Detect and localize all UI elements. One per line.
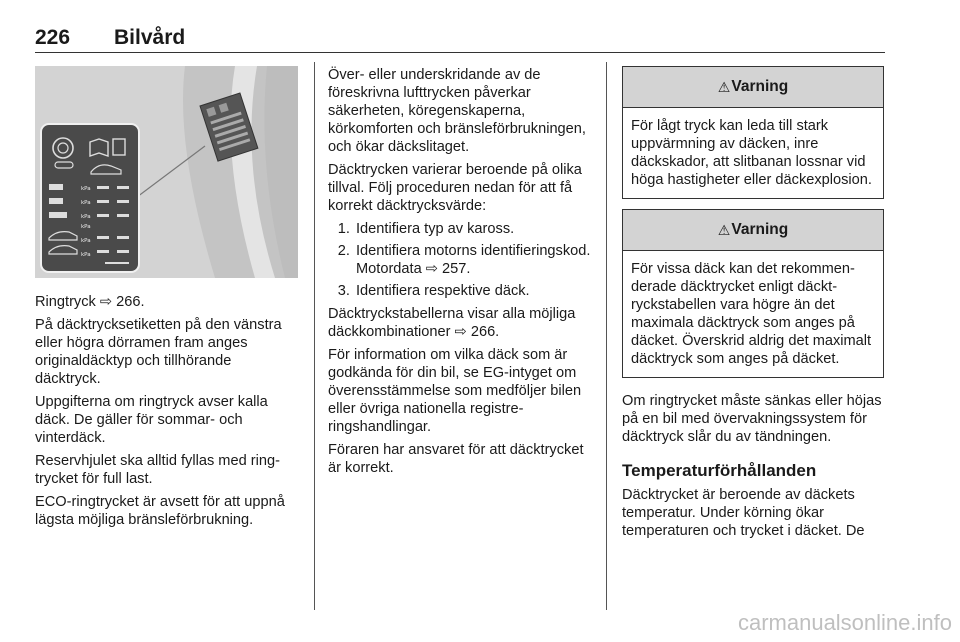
page-number: 226 [35,26,71,49]
column-divider [606,62,607,610]
label-kpa-6: kPa [81,252,91,258]
warning-header [623,67,883,108]
warning-text: För vissa däck kan det rekommenderade däcktrycket enligt däcktryckstabellen vara högre än det maximala däcktryck som anges på däcket. Överskrid aldrig det maximalt däcktryck som anges på däcket. [631,261,872,367]
paragraph: Reservhjulet ska alltid fyllas med ringtrycket för full last. [35,453,280,487]
list-item: 1. Identifiera typ av kaross. [354,220,596,238]
warning-icon: ⚠ [717,79,731,95]
paragraph: På däcktrycksetiketten på den vänstra eller högra dörramen fram anges originaldäcktyp och tillhörande däcktryck. [35,317,282,387]
label-kpa-3: kPa [81,214,91,220]
warning-box [622,66,884,199]
section-title: Bilvård [114,26,186,49]
paragraph: ECO-ringtrycket är avsett för att uppnå lägsta möjliga bränsleförbrukning. [35,494,285,528]
label-kpa-5: kPa [81,238,91,244]
warning-text: För lågt tryck kan leda till stark uppvärmning av däcken, inre däckskador, att slitbanan lossnar vid höga hastigheter eller däckexplosion. [631,118,872,188]
ref-line: Ringtryck ⇨ 266. [35,294,145,310]
tire-pressure-label-illustration [35,66,298,278]
warning-header [623,210,883,251]
warning-title: Varning [731,221,789,238]
list-item: 2. Identifiera motorns identifieringskod. Motordata ⇨ 257. [354,242,596,278]
paragraph: Över- eller underskridande av de föreskrivna lufttrycken påverkar säkerheten, köregenskaperna, körkomforten och bränsleförbrukningen, och ökar däckslitaget. [328,67,586,155]
paragraph: Däcktrycket är beroende av däckets temperatur. Under körning ökar temperaturen och trycket i däcket. De [622,487,865,539]
paragraph: För information om vilka däck som är godkända för din bil, se EG-intyget om överensstämmelse som medföljer bilen eller övriga nationella registreringshandlingar. [328,347,582,435]
label-kpa-4: kPa [81,224,91,230]
page-header [35,26,885,53]
warning-title: Varning [731,78,789,95]
column-divider [314,62,315,610]
paragraph: Föraren har ansvaret för att däcktrycket är korrekt. [328,442,584,476]
paragraph: Däcktryckstabellerna visar alla möjliga däckkombinationer ⇨ 266. [328,306,576,340]
paragraph: Uppgifterna om ringtryck avser kalla däck. De gäller för sommar- och vinterdäck. [35,394,268,446]
door-frame-illustration [35,66,298,278]
warning-icon: ⚠ [717,222,731,238]
paragraph: Däcktrycken varierar beroende på olika tillval. Följ proceduren nedan för att få korrekt däcktrycksvärde: [328,162,582,214]
warning-box [622,209,884,378]
label-kpa-2: kPa [81,200,91,206]
subheading: Temperaturförhållanden [622,461,817,480]
column-left [35,66,300,534]
procedure-steps [328,220,596,300]
column-right [622,66,884,545]
paragraph: Om ringtrycket måste sänkas eller höjas på en bil med övervakningssystem för däcktryck slår du av tändningen. [622,393,882,445]
column-middle [328,66,596,482]
list-item: 3. Identifiera respektive däck. [354,282,596,300]
label-kpa-1: kPa [81,186,91,192]
watermark: carmanualsonline.info [737,610,952,635]
